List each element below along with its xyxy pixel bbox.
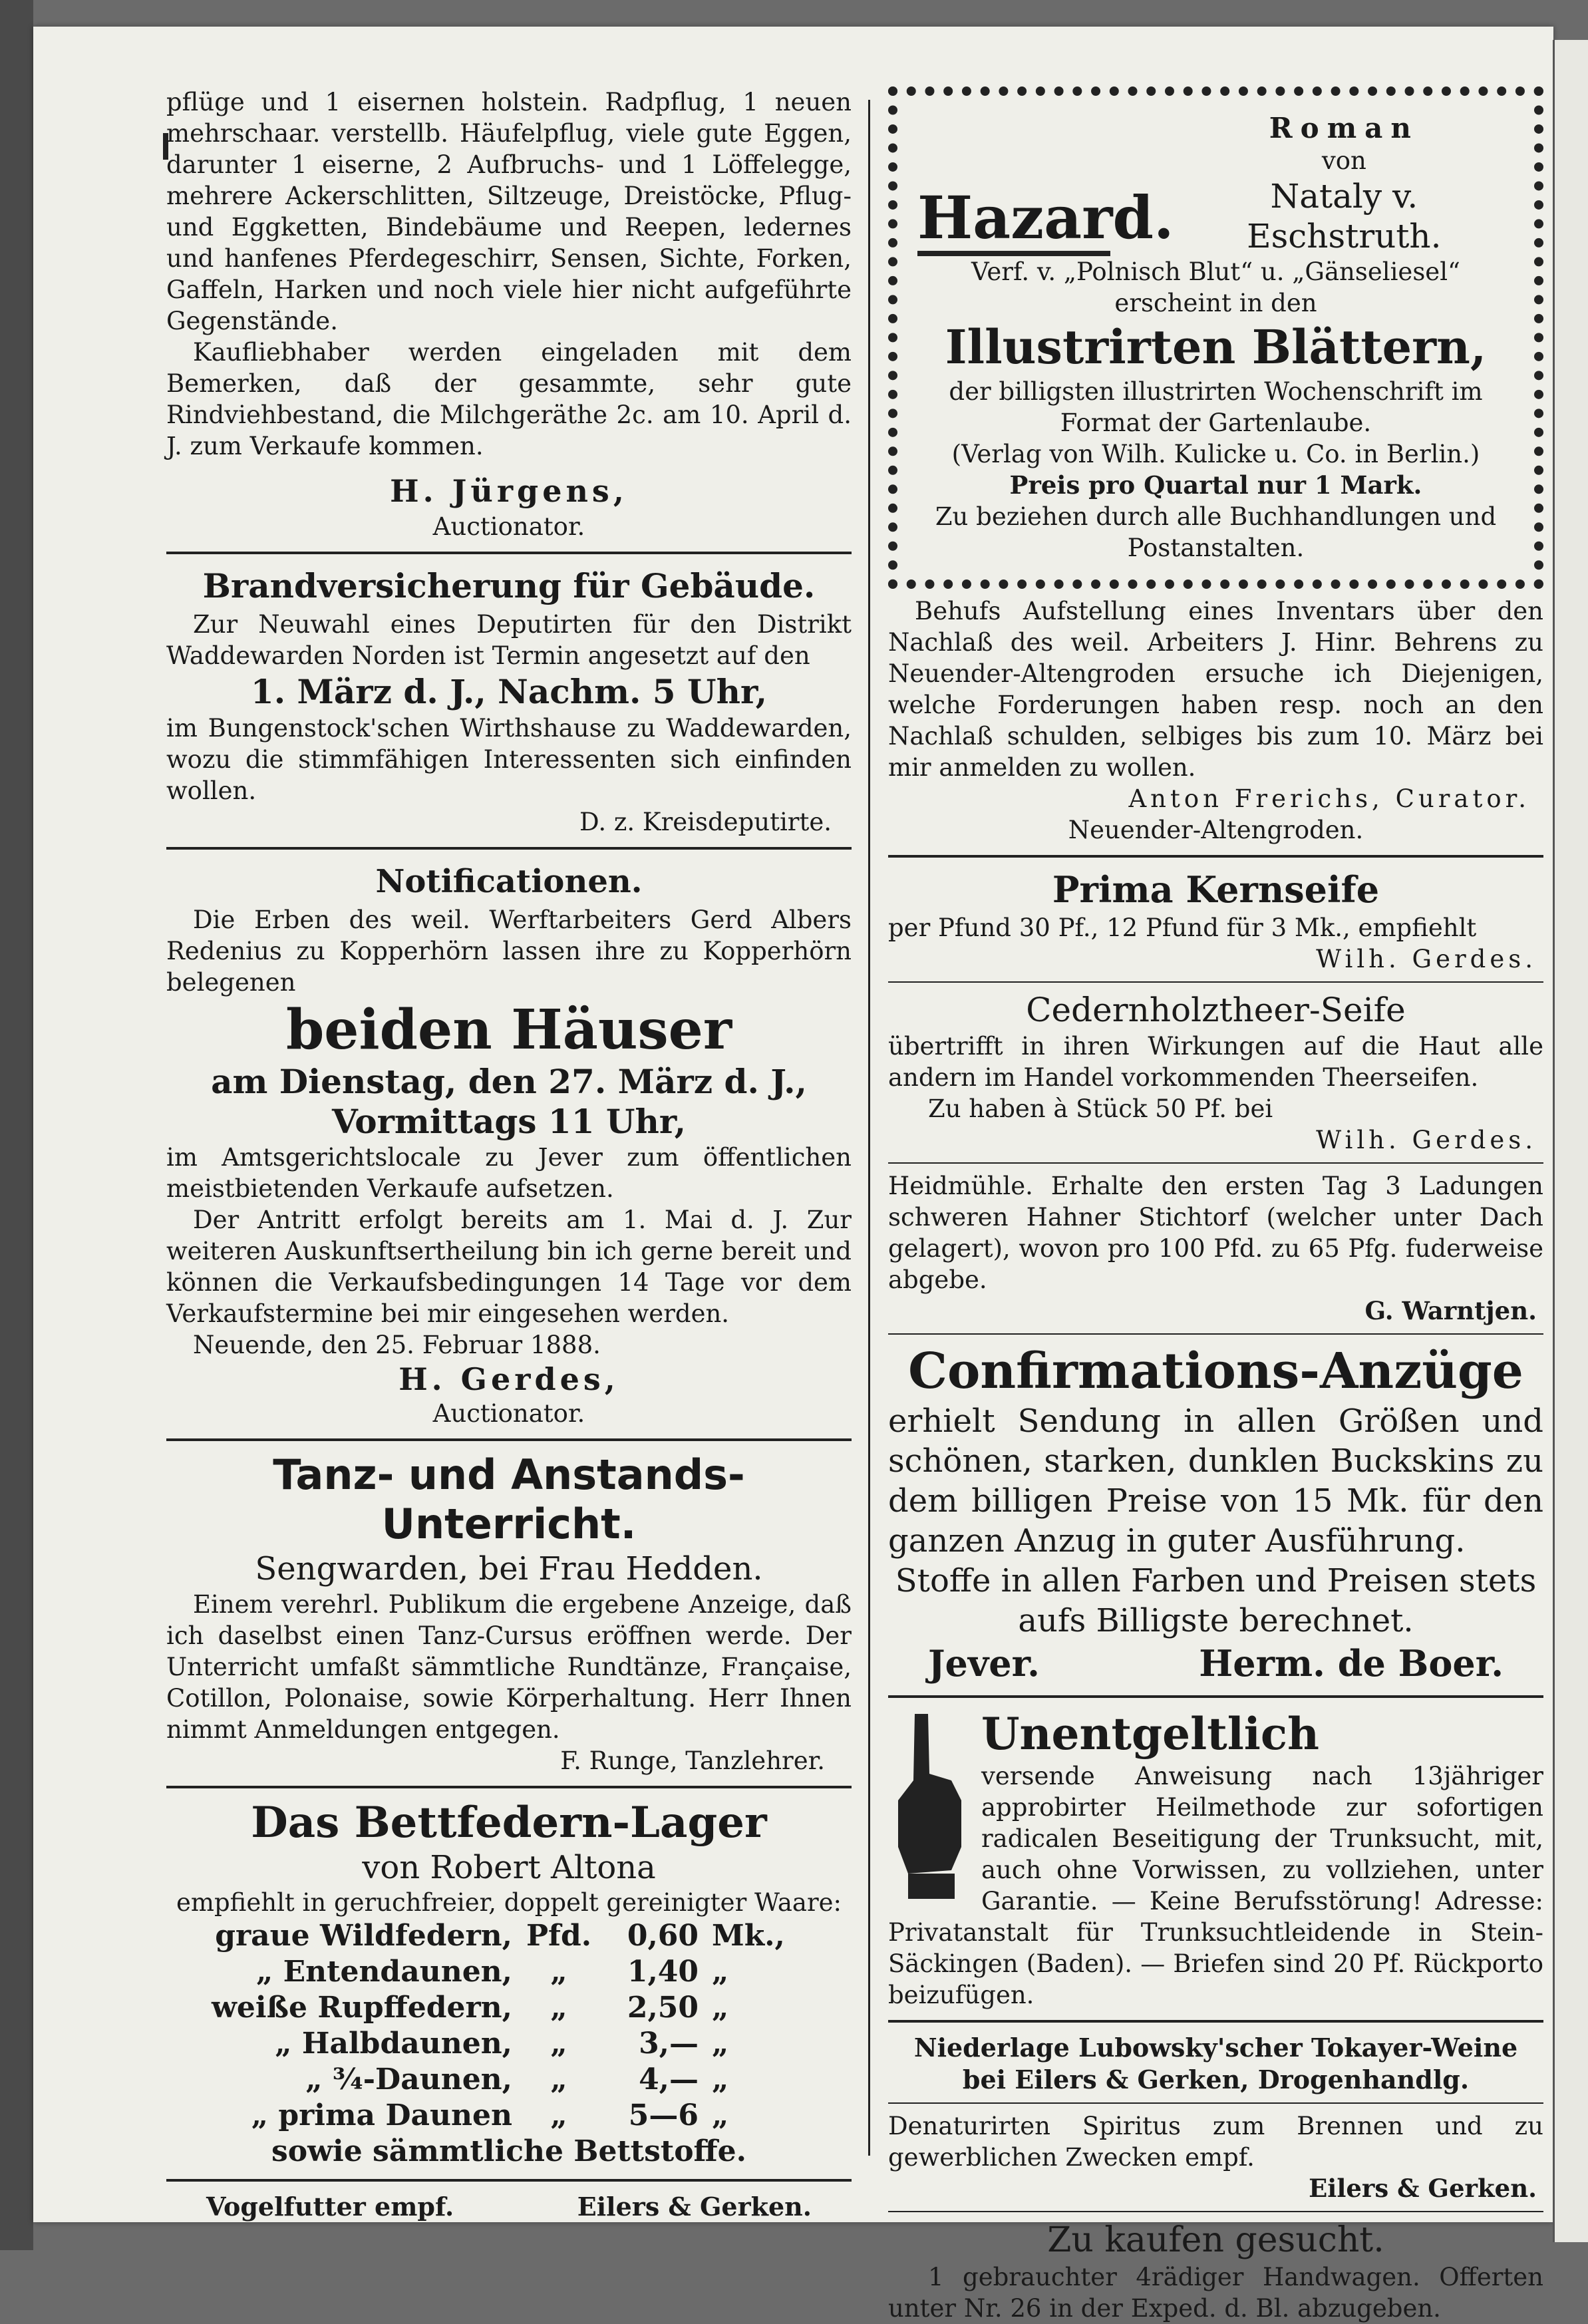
price-currency: Mk., (712, 1919, 785, 1953)
divider (888, 855, 1543, 858)
divider (888, 2020, 1543, 2023)
conf-text: erhielt Sendung in allen Größen und schönen, starken, dunklen Buckskins zu dem billigen Preise von 15 Mk. für den ganzen Anzug in guter Ausführung. (888, 1403, 1543, 1560)
tanz-signature: F. Runge, Tanzlehrer. (560, 1746, 825, 1775)
price-currency: „ (712, 2098, 729, 2132)
price-currency: „ (712, 1991, 729, 2025)
notif-big: beiden Häuser (285, 998, 732, 1062)
price-unit: „ (550, 2027, 567, 2061)
left-column (166, 86, 852, 2223)
inventar-place: Neuender-Altengroden. (1068, 816, 1364, 844)
divider (166, 847, 852, 850)
hazard-magazine: Illustrirten Blättern, (945, 319, 1487, 375)
pointing-hand-icon (888, 1714, 968, 1900)
price-row (166, 2026, 852, 2062)
price-currency: „ (712, 1955, 729, 1989)
tanz-place: Sengwarden, bei Frau Hedden. (255, 1550, 763, 1587)
ceder-text: übertrifft in ihren Wirkungen auf die Haut alle andern im Handel vorkommenden Theerseifen. (888, 1032, 1543, 1092)
brand-date: 1. März d. J., Nachm. 5 Uhr, (250, 672, 768, 711)
notif-text-2: im Amtsgerichtslocale zu Jever zum öffentlichen meistbietenden Verkaufe aufsetzen. (166, 1143, 852, 1203)
price-name: „ prima Daunen (251, 2098, 512, 2132)
heid-text: Heidmühle. Erhalte den ersten Tag 3 Ladungen schweren Hahner Stichtorf (welcher unter Dach gelagert), wovon pro 100 Pfd. zu 65 Pfg. fuderweise abgebe. (888, 1172, 1543, 1294)
hazard-price: Preis pro Quartal nur 1 Mark. (1009, 470, 1422, 500)
spirit-text: Denaturirten Spiritus zum Brennen und zu gewerblichen Zwecken empf. (888, 2112, 1543, 2172)
price-name: „ Halbdaunen, (275, 2027, 512, 2061)
tokay-line-1: Niederlage Lubowsky'scher Tokayer-Weine (913, 2033, 1518, 2063)
notif-time: Vormittags 11 Uhr, (332, 1102, 686, 1141)
kauf-text: 1 gebrauchter 4rädiger Handwagen. Offerten unter Nr. 26 in der Exped. d. Bl. abzugeben. (888, 2263, 1543, 2323)
notif-text: Die Erben des weil. Werftarbeiters Gerd Albers Redenius zu Kopperhörn lassen ihre zu Kopperhörn belegenen (166, 906, 852, 997)
hazard-line-4: (Verlag von Wilh. Kulicke u. Co. in Berlin.) (951, 440, 1480, 468)
conf-footer (888, 1641, 1543, 1686)
ceder-signature: Wilh. Gerdes. (1316, 1126, 1537, 1154)
hazard-ad (888, 86, 1543, 589)
tokay-line-2: bei Eilers & Gerken, Drogenhandlg. (962, 2065, 1470, 2094)
column-rule (868, 100, 870, 2156)
divider (888, 1695, 1543, 1698)
divider (166, 1786, 852, 1788)
price-row (166, 1990, 852, 2026)
price-unit: „ (550, 1955, 567, 1989)
hazard-von: von (1321, 146, 1366, 175)
bett-sub: von Robert Altona (362, 1849, 656, 1886)
brand-signature: D. z. Kreisdeputirte. (579, 808, 832, 836)
right-column (888, 86, 1543, 2324)
kauf-title: Zu kaufen gesucht. (1047, 2220, 1384, 2260)
tanz-text: Einem verehrl. Publikum die ergebene Anzeige, daß ich daselbst einen Tanz-Cursus eröffnen werde. Der Unterricht umfaßt sämmtliche Rundtänze, Française, Cotillon, Polonaise, sowie Körperhaltung. Herr Ihnen nimmt Anmeldungen entgegen. (166, 1590, 852, 1744)
price-value: 2,50 (627, 1991, 699, 2025)
divider (888, 1162, 1543, 1164)
notif-date: am Dienstag, den 27. März d. J., (211, 1062, 807, 1101)
unent-text: versende Anweisung nach 13jähriger approbirter Heilmethode zur sofortigen radicalen Beseitigung der Trunksucht, mit, auch ohne Vorwissen, zu vollziehen, unter Garantie. — Keine Berufsstörung! Adresse: Privatanstalt für Trunksuchtleidende in Stein-Säckingen (Baden). — Briefen sind 20 Pf. Rückporto beizufügen. (888, 1762, 1543, 2009)
price-row (166, 1954, 852, 1990)
price-unit: „ (550, 1991, 567, 2025)
hazard-title-block (917, 184, 1174, 256)
divider (888, 1333, 1543, 1335)
brand-title: Brandversicherung für Gebäude. (202, 566, 816, 605)
price-unit: „ (550, 2098, 567, 2132)
divider (888, 2102, 1543, 2104)
divider (888, 2211, 1543, 2212)
unent-title: Unentgeltlich (981, 1708, 1320, 1760)
price-name: „ Entendaunen, (255, 1955, 512, 1989)
price-name: weiße Rupffedern, (211, 1991, 512, 2025)
hazard-header (917, 112, 1514, 256)
price-value: 3,— (639, 2027, 699, 2061)
tanz-title-2: Unterricht. (381, 1500, 637, 1548)
hazard-roman: Roman (1269, 112, 1419, 144)
notif-signature: H. Gerdes, (398, 1361, 619, 1397)
notif-role: Auctionator. (432, 1399, 585, 1428)
ceder-text-2: Zu haben à Stück 50 Pf. bei (928, 1094, 1273, 1123)
price-unit: Pfd. (526, 1919, 592, 1953)
inventar-signature: Anton Frerichs, Curator. (1128, 784, 1530, 813)
notif-place-date: Neuende, den 25. Februar 1888. (193, 1331, 601, 1359)
spirit-signature: Eilers & Gerken. (1309, 2174, 1537, 2203)
price-currency: „ (712, 2027, 729, 2061)
price-value: 0,60 (627, 1919, 699, 1953)
bett-text: empfiehlt in geruchfreier, doppelt gereinigter Waare: (176, 1888, 842, 1917)
hazard-line-2: erscheint in den (1114, 289, 1317, 317)
price-value: 1,40 (627, 1955, 699, 1989)
price-value: 5—6 (628, 2098, 699, 2132)
auction-text-2: Kaufliebhaber werden eingeladen mit dem Bemerken, daß der gesammte, sehr gute Rindviehbestand, die Milchgeräthe 2c. am 10. April d. J. zum Verkaufe kommen. (166, 338, 852, 460)
divider (166, 552, 852, 554)
tanz-title-1: Tanz- und Anstands- (273, 1450, 745, 1499)
vogel-seller: Eilers & Gerken. (577, 2192, 812, 2222)
price-name: „ ¾-Daunen, (305, 2063, 512, 2096)
price-row (166, 1918, 852, 1954)
inventar-text: Behufs Aufstellung eines Inventars über den Nachlaß des weil. Arbeiters J. Hinr. Behrens zu Neuender-Altengroden ersuche ich Diejenigen, welche Forderungen haben resp. noch an den Nachlaß schulden, selbiges bis zum 10. März bei mir anmelden zu wollen. (888, 597, 1543, 782)
divider (166, 2179, 852, 2182)
bett-title: Das Bettfedern-Lager (251, 1798, 767, 1848)
kern-title: Prima Kernseife (1052, 868, 1380, 911)
auction-text: pflüge und 1 eisernen holstein. Radpflug, 1 neuen mehrschaar. verstellb. Häufelpflug, viele gute Eggen, darunter 1 eiserne, 2 Aufbruchs- und 1 Löffelegge, mehrere Ackerschlitten, Siltzeuge, Dreistöcke, Pflug- und Eggketten, Bindebäume und Reepen, ledernes und hanfenes Pferdegeschirr, Sensen, Sichte, Forken, Gaffeln, Harken und noch viele hier nicht aufgeführte Gegenstände. (166, 88, 852, 335)
conf-place: Jever. (928, 1642, 1040, 1685)
vogel-ad (166, 2191, 852, 2223)
hazard-author-block (1174, 112, 1514, 256)
conf-text-2: Stoffe in allen Farben und Preisen stets aufs Billigste berechnet. (895, 1562, 1537, 1639)
hazard-line-1: Verf. v. „Polnisch Blut“ u. „Gänseliesel“ (971, 257, 1460, 286)
hazard-author: Nataly v. Eschstruth. (1247, 177, 1442, 255)
kern-text: per Pfund 30 Pf., 12 Pfund für 3 Mk., empfiehlt (888, 913, 1477, 942)
unent-ad (888, 1707, 1543, 2011)
heid-signature: G. Warntjen. (1364, 1296, 1537, 1325)
divider (888, 981, 1543, 983)
conf-seller: Herm. de Boer. (1199, 1642, 1504, 1685)
hazard-line-3: der billigsten illustrirten Wochenschrift im Format der Gartenlaube. (949, 377, 1483, 437)
brand-text: Zur Neuwahl eines Deputirten für den Distrikt Waddewarden Norden ist Termin angesetzt auf den (166, 610, 852, 670)
price-row (166, 2098, 852, 2134)
notif-text-3: Der Antritt erfolgt bereits am 1. Mai d. J. Zur weiteren Auskunftsertheilung bin ich gerne bereit und können die Verkaufsbedingungen 14 Tage vor dem Verkaufstermine bei mir eingesehen werden. (166, 1206, 852, 1328)
auction-signature: H. Jürgens, (390, 473, 628, 509)
price-row (166, 2062, 852, 2098)
vogel-text: Vogelfutter empf. (206, 2192, 454, 2222)
kern-signature: Wilh. Gerdes. (1316, 945, 1537, 973)
bett-price-list (166, 1918, 852, 2134)
page-edge (1553, 40, 1588, 2242)
hazard-line-5: Zu beziehen durch alle Buchhandlungen und Postanstalten. (935, 502, 1497, 562)
price-value: 4,— (639, 2063, 699, 2096)
price-unit: „ (550, 2063, 567, 2096)
notif-title: Notificationen. (375, 863, 643, 900)
bett-footer: sowie sämmtliche Bettstoffe. (271, 2134, 746, 2168)
price-currency: „ (712, 2063, 729, 2096)
brand-text-2: im Bungenstock'schen Wirthshause zu Waddewarden, wozu die stimmfähigen Interessenten sich einfinden wollen. (166, 714, 852, 805)
conf-title: Confirmations-Anzüge (908, 1343, 1523, 1400)
book-binding (0, 0, 33, 2250)
auction-role: Auctionator. (432, 512, 585, 541)
divider (166, 1438, 852, 1441)
ceder-title: Cedernholztheer-Seife (1026, 991, 1406, 1029)
hazard-title: Hazard. (917, 183, 1174, 252)
price-name: graue Wildfedern, (215, 1919, 512, 1953)
